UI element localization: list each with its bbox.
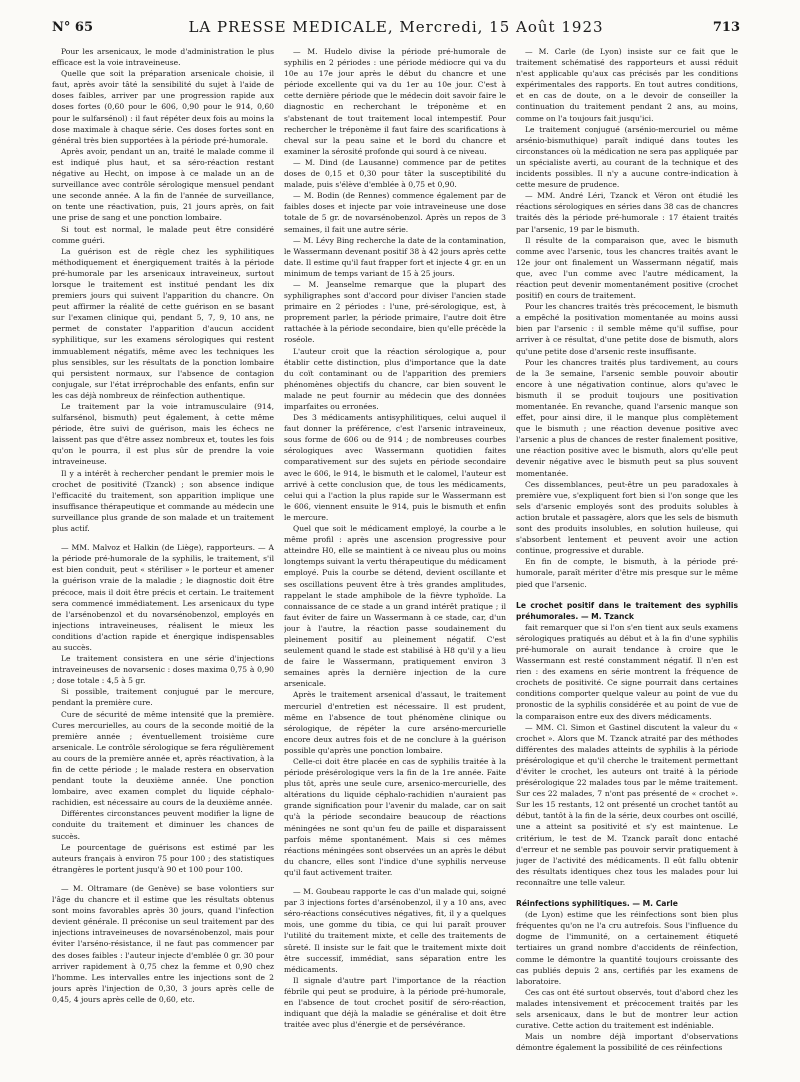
paragraph: Le pourcentage de guérisons est estimé par les auteurs français à environ 75 pour 100 ; des statistiques étrangères le portent jusqu'à 90 et 100 pour 100.: [52, 842, 274, 874]
paragraph: Si tout est normal, le malade peut être considéré comme guéri.: [52, 224, 274, 245]
paragraph: Après avoir, pendant un an, traité le malade comme il est indiqué plus haut, et sa séro-réaction restant négative au Hecht, on impose à ce malade un an de surveillance avec contrôle sérologique mensuel pendant une seconde année. A la fin de l'année de surveillance, on tente une réactivation, puis, 21 jours après, on fait une prise de sang et une ponction lombaire.: [52, 146, 274, 223]
paragraph: Le traitement conjugué (arsénio-mercuriel ou même arsénio-bismuthique) paraît indiqué dans toutes les circonstances où la médication ne sera pas appliquée par un spécialiste averti, au courant de la technique et des incidents possibles. Il n'y a aucune contre-indication à cette mesure de prudence.: [516, 124, 738, 190]
section-heading: Réinfections syphilitiques. — M. Carle: [516, 899, 678, 909]
paragraph: — M. Jeanselme remarque que la plupart des syphiligraphes sont d'accord pour diviser l'ancien stade primaire en 2 périodes : l'une, pré-sérologique, est, à proprement parler, la période primaire, l'autre doit être rattachée à la période secondaire, bien qu'elle précède la roséole.: [284, 279, 506, 345]
paragraph: Différentes circonstances peuvent modifier la ligne de conduite du traitement et diminuer les chances de succès.: [52, 809, 274, 841]
paragraph: L'auteur croit que la réaction sérologique a, pour établir cette distinction, plus d'importance que la date du coït contaminant ou de l'apparition des premiers phénomènes objectifs du chancre, car bien souvent le malade ne peut fournir au médecin que des données imparfaites ou erronées.: [284, 346, 506, 411]
paragraph: Le traitement consistera en une série d'injections intraveineuses de novarsenic : doses maxima 0,75 à 0,90 ; dose totale : 4,5 à 5 gr.: [52, 654, 274, 686]
paragraph: Pour les chancres traités plus tardivement, au cours de la 3e semaine, l'arsenic semble pouvoir aboutir encore à une négativation continue, alors qu'avec le bismuth il se produit toujours une positivation momentanée. En revanche, quand l'arsenic manque son effet, pour ainsi dire, il le manque plus complètement que le bismuth ; une réaction devenue positive avec l'arsenic a plus de chances de rester finalement positive, une réaction positive avec le bismuth, alors qu'elle peut devenir négative avec le bismuth peut sa plus souvent momentanée.: [516, 357, 738, 478]
paragraph: — M. Oltramare (de Genève) se base volontiers sur l'âge du chancre et il estime que les résultats obtenus sont moins favorables après 30 jours, quand l'infection devient générale. Il préconise un seul traitement par des injections intraveineuses de novarsénobenzol, mais pour éviter l'arséno-résistance, il ne faut pas commencer par des doses faibles : l'auteur injecte d'emblée 0 gr. 30 pour arriver rapidement à 0,75 chez la femme et 0,90 chez l'homme. Les intervalles entre les injections sont de 2 jours après l'injection de 0,30, 3 jours après celle de 0,45, 4 jours après celle de 0,60, etc.: [52, 883, 274, 1004]
section-heading: Le crochet positif dans le traitement des syphilis préhumorales. — M. Tzanck: [516, 600, 738, 621]
paragraph: — MM. Malvoz et Halkin (de Liège), rapporteurs. — A la période pré-humorale de la syphilis, le traitement, s'il est bien conduit, peut « stériliser » le porteur et amener la guérison vraie de la maladie ; le diagnostic doit être précoce, mais il doit être précis et certain. Le traitement sera commencé immédiatement. Les arsenicaux du type de l'arsénobenzol et du novarsénobenzol, employés en injections intraveineuses, réalisent le mieux les conditions d'action rapide et énergique indispensables au succès.: [52, 543, 274, 652]
paragraph: — M. Lévy Bing recherche la date de la contamination, le Wassermann devenant positif 38 à 42 jours après cette date. Il estime qu'il faut frapper fort et injecte 4 gr. en un minimum de temps variant de 15 à 25 jours.: [284, 235, 506, 278]
paragraph: Quel que soit le médicament employé, la courbe a le même profil : après une ascension progressive pour atteindre H0, elle se maintient à ce niveau plus ou moins longtemps suivant la vertu thérapeutique du médicament employé. Puis la courbe se détend, devient oscillante et ses oscillations peuvent être à très grandes amplitudes, rappelant le stade amphibole de la fièvre typhoïde. La connaissance de ce stade a un grand intérêt pratique ; il faut éviter de faire un Wassermann à ce stade, car, d'un jour à l'autre, la réaction passe soudainement du pleinement positif au pleinement négatif. C'est seulement quand le stade est stabilisé à H8 qu'il y a lieu de faire le Wassermann, pratiquement environ 3 semaines après la dernière injection de la cure arsenicale.: [284, 524, 506, 689]
paragraph: Le traitement par la voie intramusculaire (914, sulfarsénol, bismuth) peut également, à cette même période, être suivi de guérison, mais les échecs ne laissent pas que d'être assez nombreux et, toutes les fois qu'on le pourra, il est plus sûr de prendre la voie intraveineuse.: [52, 402, 274, 467]
paragraph: — M. Hudelo divise la période pré-humorale de syphilis en 2 périodes : une période médiocre qui va du 10e au 17e jour après le début du chancre et une période excellente qui va du 1er au 10e jour. C'est à cette dernière période que le médecin doit savoir faire le diagnostic en recherchant le tréponème et en s'abstenant de tout traitement local intempestif. Pour rechercher le tréponème il faut faire des scarifications à cheval sur la peau saine et le bord du chancre et examiner la sérosité profonde qui sourd à ce niveau.: [284, 47, 506, 156]
paragraph: Ces cas ont été surtout observés, tout d'abord chez les malades intensivement et précocement traités par les sels arsenicaux, dans le but de montrer leur action curative. Cette action du traitement est indéniable.: [516, 987, 738, 1031]
issue-number: N° 65: [52, 20, 93, 35]
paragraph: fait remarquer que si l'on s'en tient aux seuls examens sérologiques pratiqués au début et à la fin d'une syphilis pré-humorale on aurait tendance à croire que le Wassermann est resté constamment négatif. Il n'en est rien : des examens en série montrent la fréquence de crochets de positivité. Ce signe pourrait dans certaines conditions comporter quelque valeur au point de vue du pronostic de la syphilis considérée et au point de vue de la comparaison entre eux des divers médicaments.: [516, 622, 738, 721]
paragraph: — MM. André Léri, Tzanck et Véron ont étudié les réactions sérologiques en séries dans 38 cas de chancres traités dès la période pré-humorale : 17 étaient traités par l'arsenic, 19 par le bismuth.: [516, 191, 738, 234]
paragraph: — MM. Cl. Simon et Gastinel discutent la valeur du « crochet ». Alors que M. Tzanck atraité par des méthodes différentes des malades atteints de syphilis à la période présérologique et qu'il cherche le traitement permettant d'éviter le crochet, les auteurs ont traité à la période présérologique 22 malades tous par le même traitement. Sur ces 22 malades, 7 n'ont pas présenté de « crochet ». Sur les 15 restants, 12 ont présenté un crochet tantôt au début, tantôt à la fin de la série, deux courbes ont oscillé, une a atteint sa positivité et s'y est maintenue. Le critérium, le test de M. Tzanck paraît donc entaché d'erreur et ne semble pas pouvoir servir pratiquement à juger de l'activité des médicaments. Il eût fallu obtenir des résultats identiques chez tous les malades pour lui reconnaître une telle valeur.: [516, 722, 738, 887]
paragraph: La guérison est de règle chez les syphilitiques méthodiquement et énergiquement traités à la période pré-humorale par les arsenicaux intraveineux, surtout lorsque le traitement est institué pendant les dix premiers jours qui suivent l'apparition du chancre. On peut affirmer la réalité de cette guérison en se basant sur l'examen clinique qui, pendant 5, 7, 9, 10 ans, ne permet de constater l'apparition d'aucun accident syphilitique, sur les examens sérologiques qui restent immuablement négatifs, même avec les techniques les plus sensibles, sur les résultats de la ponction lombaire qui persistent normaux, sur l'absence de contagion conjugale, sur l'état irréprochable des enfants, enfin sur les cas déjà nombreux de réinfection authentique.: [52, 246, 274, 400]
paragraph: — M. Carle (de Lyon) insiste sur ce fait que le traitement schématisé des rapporteurs et aussi réduit n'est applicable qu'aux cas précisés par les conditions expérimentales des rapports. En tout autres conditions, et en cas de doute, on a le devoir de conseiller la continuation du traitement pendant 2 ans, au moins, comme on l'a toujours fait jusqu'ici.: [516, 47, 738, 123]
article-columns: [52, 46, 740, 1066]
paragraph: — M. Dind (de Lausanne) commence par de petites doses de 0,15 et 0,30 pour tâter la susceptibilité du malade, puis s'élève d'emblée à 0,75 et 0,90.: [284, 157, 506, 190]
paragraph: Ces dissemblances, peut-être un peu paradoxales à première vue, s'expliquent fort bien si l'on songe que les sels d'arsenic employés sont des produits solubles à action brutale et passagère, alors que les sels de bismuth sont des produits insolubles, en solution huileuse, qui s'absorbent lentement et peuvent avoir une action continue, progressive et durable.: [516, 479, 738, 556]
column-1: [52, 46, 274, 1066]
paragraph: Cure de sécurité de même intensité que la première. Cures mercurielles, au cours de la seconde moitié de la première année ; éventuellement troisième cure arsenicale. Le contrôle sérologique se fera régulièrement au cours de la première année et, après réactivation, à la fin de cette période ; le malade restera en observation pendant toute la deuxième année. Une ponction lombaire, avec examen complet du liquide céphalo-rachidien, est nécessaire au cours de la deuxième année.: [52, 709, 274, 808]
paragraph: Quelle que soit la préparation arsenicale choisie, il faut, après avoir tâté la sensibilité du sujet à l'aide de doses faibles, arriver par une progression rapide aux doses fortes (0,60 pour le 606, 0,90 pour le 914, 0,60 pour le sulfarsénol) : il faut répéter deux fois au moins la dose maximale à chaque série. Ces doses fortes sont en général très bien supportées à la période pré-humorale.: [52, 69, 274, 145]
paragraph: Il résulte de la comparaison que, avec le bismuth comme avec l'arsenic, tous les chancres traités avant le 12e jour ont finalement un Wassermann négatif, mais que, avec l'un comme avec l'autre médicament, la réaction peut devenir momentanément positive (crochet positif) en cours de traitement.: [516, 235, 738, 301]
column-2: [284, 46, 506, 1066]
paragraph: (de Lyon) estime que les réinfections sont bien plus fréquentes qu'on ne l'a cru autrefois. Sous l'influence du dogme de l'immunité, on a certainement étiqueté tertiaires un grand nombre d'accidents de réinfection, comme le démontre la quantité toujours croissante des cas publiés depuis 2 ans, certifiés par les examens de laboratoire.: [516, 910, 738, 986]
paragraph: Après le traitement arsenical d'assaut, le traitement mercuriel d'entretien est nécessaire. Il est prudent, même en l'absence de tout phénomène clinique ou sérologique, de répéter la cure arséno-mercurielle encore deux autres fois et de ne conclure à la guérison possible qu'après une ponction lombaire.: [284, 690, 506, 755]
paragraph: Pour les arsenicaux, le mode d'administration le plus efficace est la voie intraveineuse.: [52, 47, 274, 68]
paragraph: — M. Bodin (de Rennes) commence également par de faibles doses et injecte par voie intraveineuse une dose totale de 5 gr. de novarsénobenzol. Après un repos de 3 semaines, il fait une autre série.: [284, 191, 506, 234]
page-header: [52, 18, 740, 40]
paragraph: Celle-ci doit être placée en cas de syphilis traitée à la période présérologique vers la fin de la 1re année. Faite plus tôt, après une seule cure, arsenico-mercurielle, des altérations du liquide céphalo-rachidien n'auraient pas grande signification pour l'avenir du malade, car on sait qu'à la période secondaire beaucoup de réactions méningées ne sont qu'un feu de paille et disparaissent parfois même spontanément. Mais si ces mêmes réactions méningées sont observées un an après le début du chancre, elles sont l'indice d'une syphilis nerveuse qu'il faut activement traiter.: [284, 757, 506, 877]
column-3: [516, 46, 738, 1066]
page-number: 713: [712, 20, 740, 35]
paragraph: Si possible, traitement conjugué par le mercure, pendant la première cure.: [52, 687, 274, 708]
paragraph: Des 3 médicaments antisyphilitiques, celui auquel il faut donner la préférence, c'est l'arsenic intraveineux, sous forme de 606 ou de 914 ; de nombreuses courbes sérologiques avec Wassermann quotidien faites comparativement sur des sujets en période secondaire avec le 606, le 914, le bismuth et le calomel, l'auteur est arrivé à cette conclusion que, de tous les médicaments, celui qui a l'action la plus rapide sur le Wassermann est le 606, viennent ensuite le 914, puis le bismuth et enfin le mercure.: [284, 413, 506, 522]
paragraph: Mais un nombre déjà important d'observations démontre également la possibilité de ces réinfections: [516, 1032, 738, 1053]
journal-title: LA PRESSE MEDICALE, Mercredi, 15 Août 1923: [188, 18, 604, 36]
paragraph: Il signale d'autre part l'importance de la réaction fébrile qui peut se produire, à la période pré-humorale, en l'absence de tout crochet positif de séro-réaction, indiquant que déjà la maladie se généralise et doit être traitée avec plus d'énergie et de persévérance.: [284, 975, 506, 1030]
paragraph: Il y a intérêt à rechercher pendant le premier mois le crochet de positivité (Tzanck) ; son absence indique l'efficacité du traitement, son apparition implique une insuffisance thérapeutique et commande au médecin une surveillance plus grande de son malade et un traitement plus actif.: [52, 468, 274, 534]
paragraph: En fin de compte, le bismuth, à la période pré-humorale, paraît mériter d'être mis presque sur le même pied que l'arsenic.: [516, 557, 738, 589]
paragraph: — M. Goubeau rapporte le cas d'un malade qui, soigné par 3 injections fortes d'arsénobenzol, il y a 10 ans, avec séro-réactions consécutives négatives, fit, il y a quelques mois, une gomme du tibia, ce qui lui paraît prouver l'utilité du traitement mixte, et celle des traitements de sûreté. Il insiste sur le fait que le traitement mixte doit être successif, immédiat, sans séparation entre les médicaments.: [284, 887, 506, 974]
paragraph: Pour les chancres traités très précocement, le bismuth a empêché la positivation momentanée au moins aussi bien par l'arsenic : il semble même qu'il suffise, pour arriver à ce résultat, d'une petite dose de bismuth, alors qu'une petite dose d'arsenic reste insuffisante.: [516, 302, 738, 356]
